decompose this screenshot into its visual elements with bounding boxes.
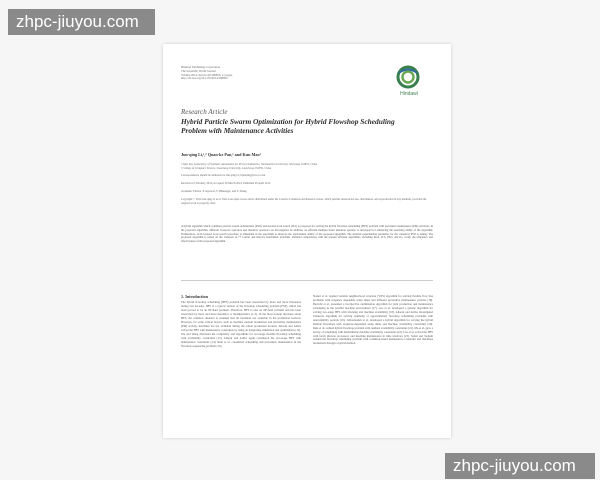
- hindawi-logo-icon: [391, 64, 425, 94]
- affiliations: [181, 163, 431, 170]
- paper-page: [163, 44, 451, 438]
- publisher-line: http://dx.doi.org/10.1155/2014/596850: [181, 76, 228, 81]
- divider: [181, 280, 433, 281]
- affiliation: ² College of Computer Science, Liaocheng University, Liaocheng 252059, China: [181, 166, 272, 170]
- body-column-left: [181, 295, 301, 349]
- section-heading: 1. Introduction: [181, 294, 208, 299]
- publisher-info: [181, 66, 331, 81]
- article-type: Research Article: [181, 108, 228, 116]
- body-column-right: [313, 295, 433, 346]
- abstract: A hybrid algorithm which combines particle swarm optimization (PSO) and iterated local search (ILS) is proposed for solving the hybrid flowshop scheduling (HFS) problem with preventive maintenance (PM) activities. In the proposed algorithm, different crossover operators and mutation operators are investigated. In addition, an efficient multiple insert mutation operator is developed for enhancing the searching ability of the algorithm. Furthermore, an ILS-based local search procedure is embedded in the algorithm to improve the exploitation ability of the proposed algorithm. The detailed experimental parameter for the canonical PSO is tuning. The proposed algorithm is tested on the variation of 77 Carlier and Néron's benchmark problems. Detailed comparisons with the present efficient algorithms, including hGA, ILS, PSO, and IG, verify the efficiency and effectiveness of the proposed algorithm.: [181, 225, 433, 243]
- publisher-line: The Scientific World Journal: [181, 68, 216, 73]
- editors: Academic Editors: P. Agarwal, V. Bhatnagar, and Y. Zhang: [181, 190, 247, 193]
- logo-text: Hindawi: [400, 91, 418, 97]
- body-paragraph: Naderi et al. applied variable neighborhood structure (VNS) algorithm for solving flexible flow line problems with sequence dependent setup times and different preventive maintenance policies [16]. Berrichi et al. presented a bi-objective optimization algorithm for joint production and maintenance scheduling in the parallel machine environment [17]. Luo et al. developed a genetic algorithm for solving two-stage HFS with blocking and machine availability [18]. Allaoui and Artiba investigated Johnson's algorithm for solving optimally or approximately flowshop scheduling problems with unavailability periods [19]. Jabbarizadeh et al. developed a hybrid algorithm for solving the hybrid flexible flowshops with sequence-dependent setup times and machine availability constraints [20]. Ruiz et al. tackled hybrid flowshop problem with rentheal availability constraints [21]. Ma et al. gave a survey of scheduling with deterministic machine availability constraints [22]. Luo et al. solved the HFS with batch discrete processors and machine maintenance in time windows [23]. Safari and Sadjadi tackled the flowshop scheduling problem with condition-based maintenance constraint and machines breakdown through a hybrid method.: [313, 294, 433, 346]
- dates: Received 21 February 2014; Accepted 30 March 2014; Published 29 April 2014: [181, 182, 271, 185]
- publisher-line: Hindawi Publishing Corporation: [181, 65, 221, 69]
- copyright: Copyright © 2014 Jun-qing Li et al. This is an open access article distributed under the Creative Commons Attribution License, which permits unrestricted use, distribution, and reproduction in any medium, provided the original work is properly cited.: [181, 198, 427, 205]
- correspondence: Correspondence should be addressed to Jun-qing Li; lijunqing@lcu-cs.com: [181, 174, 266, 177]
- publisher-line: Volume 2014, Article ID 596850, 11 pages: [181, 72, 233, 77]
- watermark-top: zhpc-jiuyou.com: [8, 9, 155, 35]
- affiliation: ¹ State Key Laboratory of Synthetic Automation for Process Industries, Northeastern University, Shenyang 110819, China: [181, 163, 318, 166]
- paper-title: Hybrid Particle Swarm Optimization for Hybrid Flowshop Scheduling Problem with Maintenance Activities: [181, 117, 395, 136]
- body-paragraph: The hybrid flowshop scheduling (HFS) problem has been researched by more and more literatures during last decades. HFS is a typical version of the flowshop scheduling problem (FSP), which has been proved to be an NP-hard problem. Therefore, HFS is also an NP-hard problem and has been researched by more and more heuristics or metaheuristics [1–5]. In the most present literature about HFS, the common situation is assumed that all machines are available in the production horizon. However, for some critical factors, such as machine random breakdown and preventive maintenance (PM) activity, machines are not available during the whole production horizon. Allaoui and Artiba solved the HFS with maintenance constraints by using an integrating simulation and optimization [12]. Xie and Wang discussed the complexity and algorithms for two-stage flexible flowshop scheduling with availability constraints [13]. Allaoui and Artiba again considered the two-stage HFS with maintenance constraints [14]. Ruiz et al. considered scheduling and preventive maintenance in the flowshop sequencing problem [15].: [181, 300, 301, 348]
- watermark-bottom: zhpc-jiuyou.com: [445, 453, 595, 479]
- authors: Jun-qing Li,¹,² Quan-ke Pan,¹ and Kun Mao¹: [181, 152, 261, 157]
